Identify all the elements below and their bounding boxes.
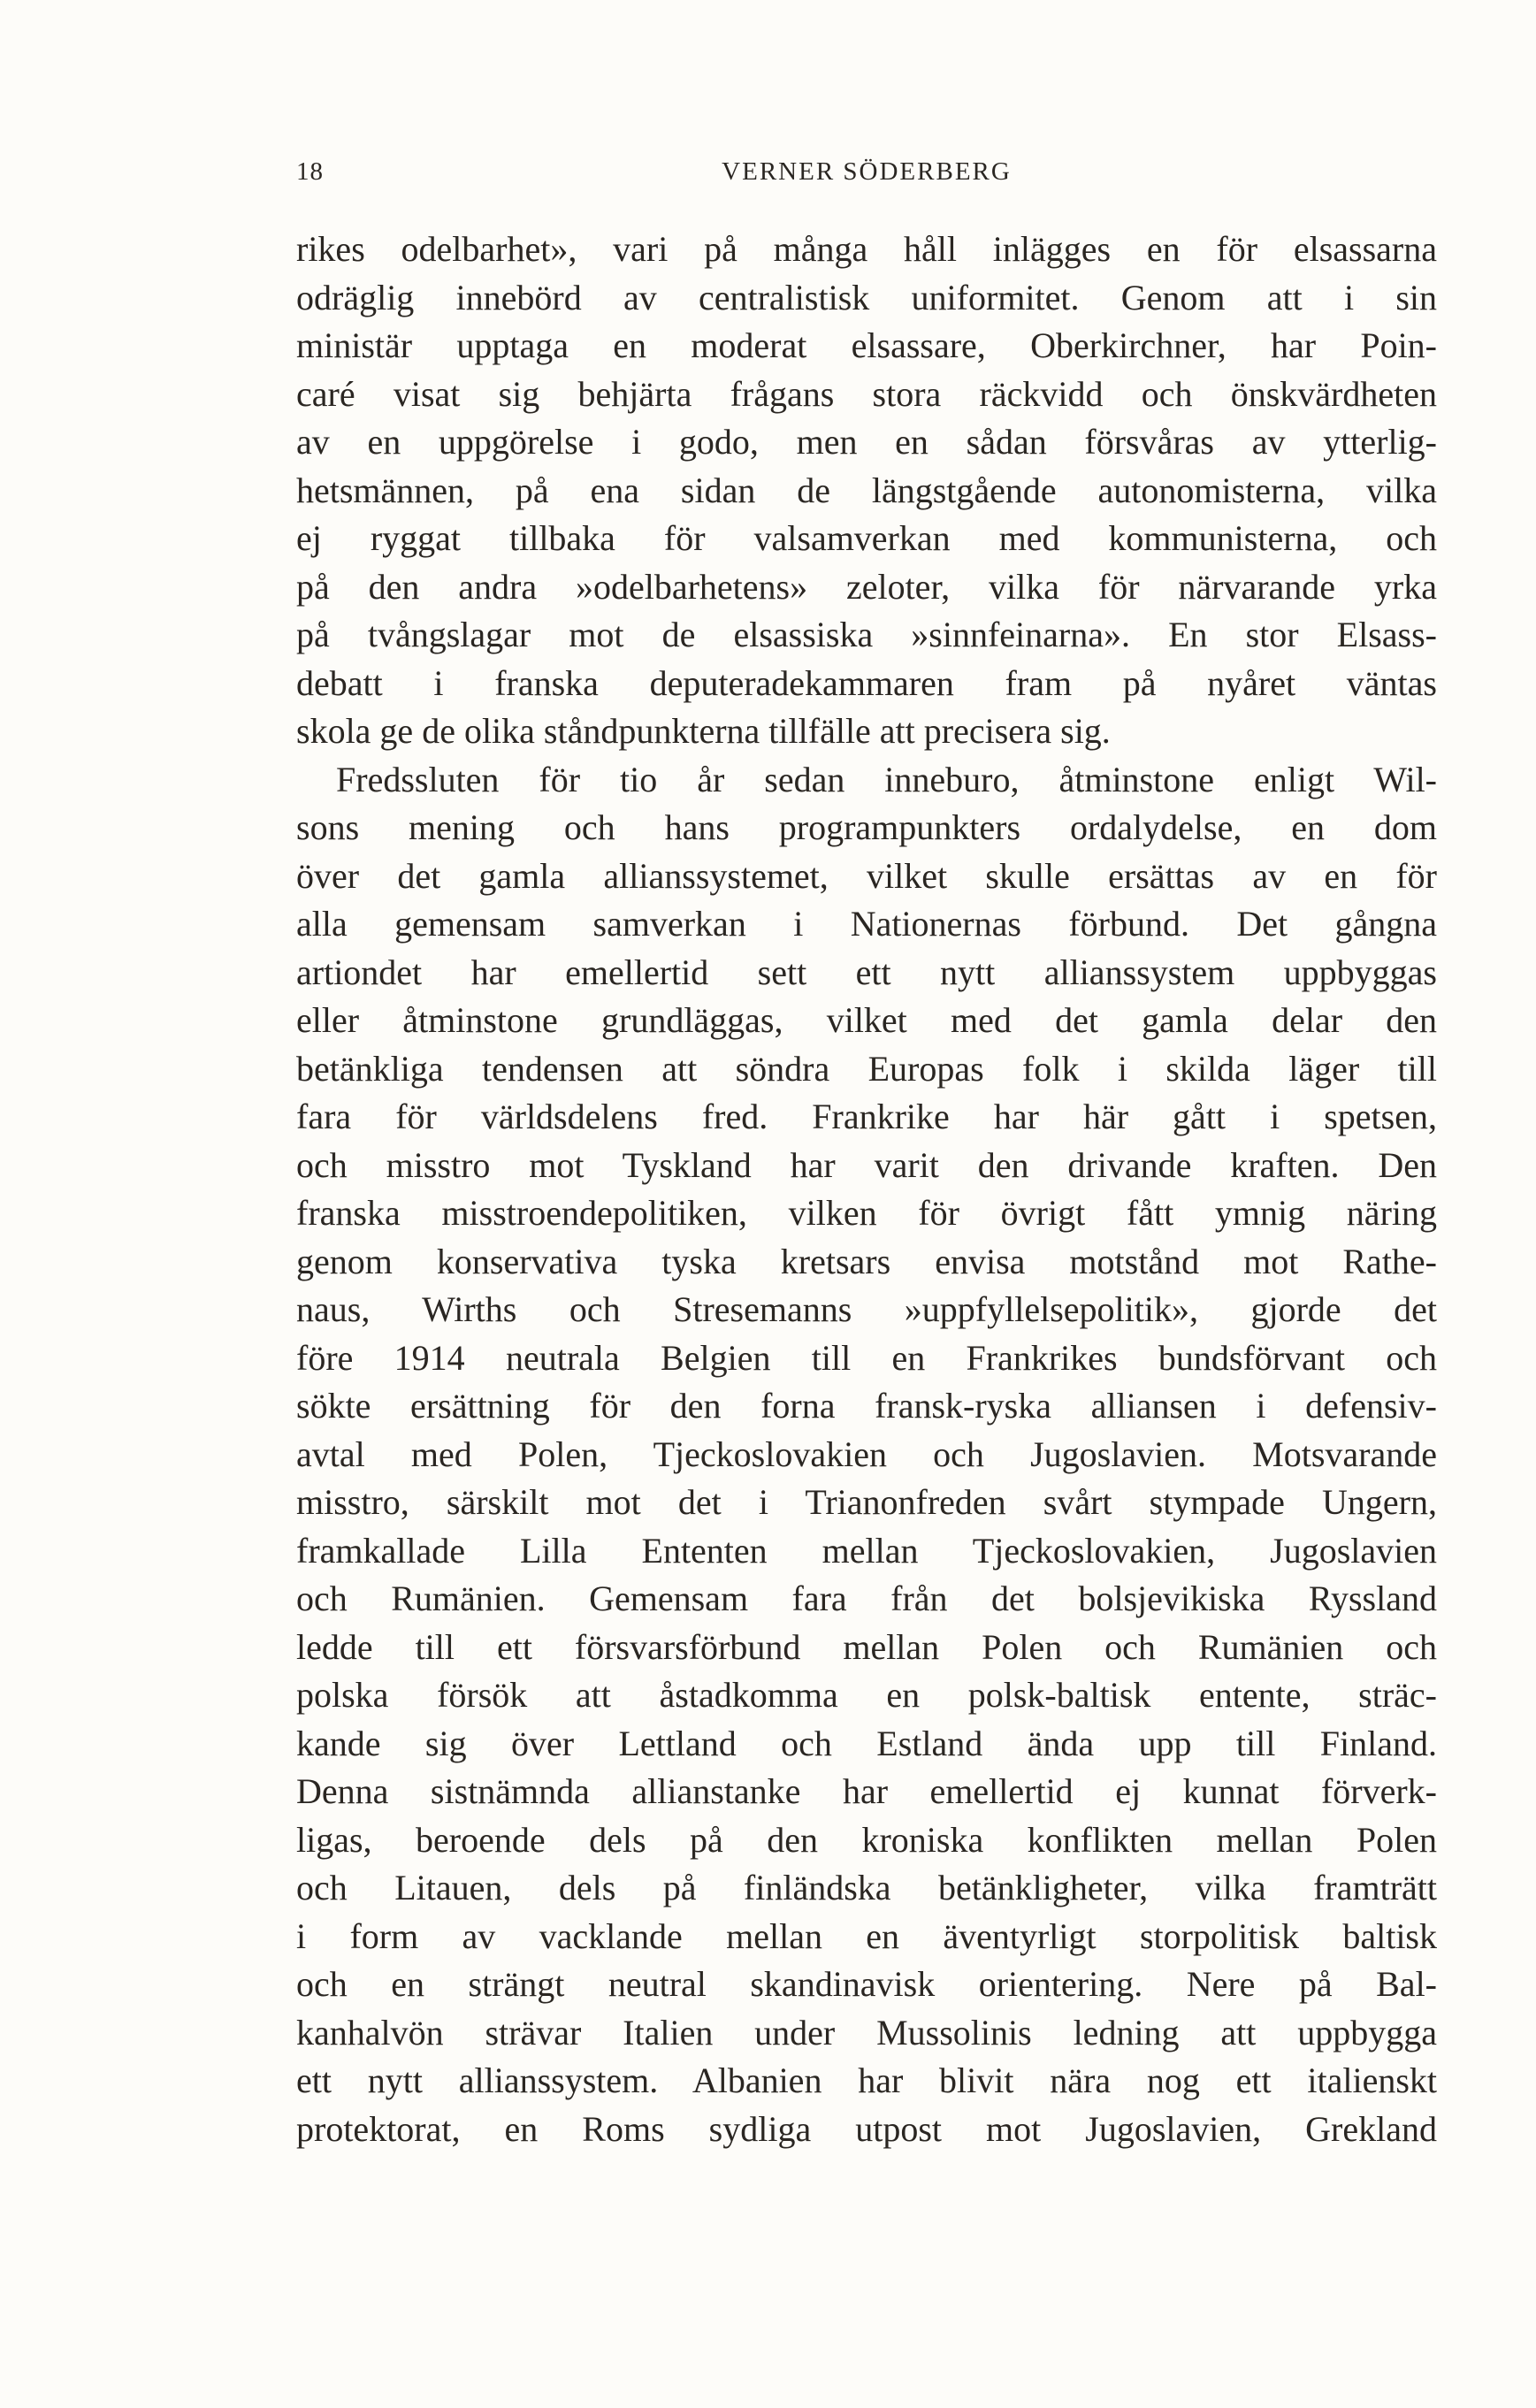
running-title: VERNER SÖDERBERG <box>722 157 1012 186</box>
text-line: framkallade Lilla Ententen mellan Tjeckoslovakien, Jugoslavien <box>296 1530 1437 1571</box>
text-line: kanhalvön strävar Italien under Mussolinis ledning att uppbygga <box>296 2012 1437 2053</box>
text-line: debatt i franska deputeradekammaren fram på nyåret väntas <box>296 662 1437 703</box>
text-line: och en strängt neutral skandinavisk orientering. Nere på Bal- <box>296 1964 1437 2004</box>
text-line: naus, Wirths och Stresemanns »uppfyllelsepolitik», gjorde det <box>296 1289 1437 1329</box>
text-line: sons mening och hans programpunkters ordalydelse, en dom <box>296 807 1437 847</box>
text-line: kande sig över Lettland och Estland ända upp till Finland. <box>296 1723 1437 1763</box>
text-line: ministär upptaga en moderat elsassare, Oberkirchner, har Poin- <box>296 325 1437 365</box>
text-line: polska försök att åstadkomma en polsk-baltisk entente, sträc- <box>296 1675 1437 1715</box>
body-text <box>296 226 1437 2153</box>
text-line: caré visat sig behjärta frågans stora räckvidd och önskvärdheten <box>296 373 1437 414</box>
text-line: genom konservativa tyska kretsars envisa motstånd mot Rathe- <box>296 1241 1437 1281</box>
text-line: före 1914 neutrala Belgien till en Frankrikes bundsförvant och <box>296 1337 1437 1378</box>
text-line: alla gemensam samverkan i Nationernas förbund. Det gångna <box>296 904 1437 944</box>
text-line: avtal med Polen, Tjeckoslovakien och Jugoslavien. Motsvarande <box>296 1433 1437 1474</box>
page-number: 18 <box>296 157 324 186</box>
text-line: hetsmännen, på ena sidan de längstgående autonomisterna, vilka <box>296 470 1437 510</box>
text-line: av en uppgörelse i godo, men en sådan försvåras av ytterlig- <box>296 422 1437 462</box>
text-line: i form av vacklande mellan en äventyrligt storpolitisk baltisk <box>296 1915 1437 1956</box>
text-line: betänkliga tendensen att söndra Europas folk i skilda läger till <box>296 1048 1437 1089</box>
text-line: protektorat, en Roms sydliga utpost mot Jugoslavien, Grekland <box>296 2108 1437 2149</box>
text-line-paragraph-end: skola ge de olika ståndpunkterna tillfälle att precisera sig. <box>296 711 1111 751</box>
text-line: Denna sistnämnda allianstanke har emellertid ej kunnat förverk- <box>296 1771 1437 1811</box>
text-line: på den andra »odelbarhetens» zeloter, vilka för närvarande yrka <box>296 566 1437 607</box>
text-line: misstro, särskilt mot det i Trianonfreden svårt stympade Ungern, <box>296 1482 1437 1522</box>
text-line-paragraph-start: Fredssluten för tio år sedan inneburo, åtminstone enligt Wil- <box>336 759 1437 799</box>
text-line: ej ryggat tillbaka för valsamverkan med kommunisterna, och <box>296 518 1437 558</box>
text-line: rikes odelbarhet», vari på många håll inlägges en för elsassarna <box>296 229 1437 269</box>
text-line: på tvångslagar mot de elsassiska »sinnfeinarna». En stor Elsass- <box>296 615 1437 654</box>
text-line: eller åtminstone grundläggas, vilket med det gamla delar den <box>296 1000 1437 1040</box>
text-line: artiondet har emellertid sett ett nytt allianssystem uppbyggas <box>296 952 1437 992</box>
text-line: ett nytt allianssystem. Albanien har blivit nära nog ett italienskt <box>296 2060 1437 2100</box>
text-line: över det gamla allianssystemet, vilket skulle ersättas av en för <box>296 855 1437 896</box>
text-line: och Litauen, dels på finländska betänkligheter, vilka framträtt <box>296 1868 1437 1907</box>
text-line: franska misstroendepolitiken, vilken för övrigt fått ymnig näring <box>296 1193 1437 1233</box>
text-line: och misstro mot Tyskland har varit den drivande kraften. Den <box>296 1144 1437 1185</box>
text-line: odräglig innebörd av centralistisk uniformitet. Genom att i sin <box>296 277 1437 317</box>
text-line: ledde till ett försvarsförbund mellan Polen och Rumänien och <box>296 1626 1437 1667</box>
text-line: fara för världsdelens fred. Frankrike har här gått i spetsen, <box>296 1097 1437 1136</box>
page-header <box>296 157 1437 202</box>
text-line: och Rumänien. Gemensam fara från det bolsjevikiska Ryssland <box>296 1579 1437 1618</box>
text-line: ligas, beroende dels på den kroniska konflikten mellan Polen <box>296 1819 1437 1860</box>
text-line: sökte ersättning för den forna fransk-ryska alliansen i defensiv- <box>296 1386 1437 1426</box>
